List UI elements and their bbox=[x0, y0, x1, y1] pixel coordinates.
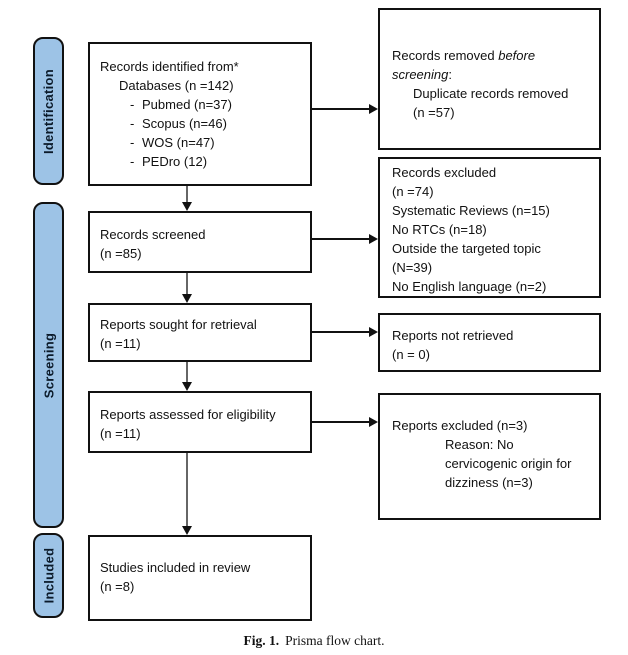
stage-included bbox=[33, 533, 64, 618]
arrow-screened-to-sought-line bbox=[186, 273, 188, 294]
box-records-identified bbox=[88, 42, 312, 186]
figure-caption bbox=[0, 633, 628, 649]
studies-included-line2: (n =8) bbox=[100, 579, 135, 594]
arrow-assessed-to-reportsexcluded-line bbox=[312, 421, 369, 423]
arrow-identified-to-removed-head bbox=[369, 104, 378, 114]
studies-included-line1: Studies included in review bbox=[100, 560, 251, 575]
records-screened-line2: (n =85) bbox=[100, 246, 142, 261]
arrow-sought-to-notretrieved-head bbox=[369, 327, 378, 337]
box-studies-included bbox=[88, 535, 312, 621]
stage-included-label: Included bbox=[41, 547, 57, 604]
box-records-excluded bbox=[378, 157, 601, 298]
dash-bullet: - bbox=[130, 154, 135, 169]
records-excluded-line: (N=39) bbox=[392, 260, 433, 275]
duplicates-removed-line: Duplicate records removed bbox=[413, 86, 569, 101]
records-excluded-line: Records excluded bbox=[392, 165, 497, 180]
figure-caption-label: Fig. 1. bbox=[243, 633, 280, 648]
records-excluded-line: No English language (n=2) bbox=[392, 279, 547, 294]
stage-screening-label: Screening bbox=[41, 332, 56, 398]
db-pedro bbox=[130, 152, 302, 171]
db-pubmed bbox=[130, 95, 302, 114]
arrow-identified-to-screened-line bbox=[186, 186, 188, 203]
arrow-assessed-to-reportsexcluded-head bbox=[369, 417, 378, 427]
arrow-screened-to-sought-head bbox=[182, 294, 192, 303]
dash-bullet: - bbox=[130, 135, 135, 150]
arrow-sought-to-notretrieved-line bbox=[312, 331, 369, 333]
db-scopus bbox=[130, 114, 302, 133]
arrow-screened-to-excluded-head bbox=[369, 234, 378, 244]
figure-caption-text: Prisma flow chart. bbox=[285, 633, 385, 648]
reports-excluded-reason-line: dizziness (n=3) bbox=[445, 475, 533, 490]
stage-identification bbox=[33, 37, 64, 185]
records-excluded-line: Outside the targeted topic bbox=[392, 241, 541, 256]
duplicates-removed-count: (n =57) bbox=[413, 105, 455, 120]
arrow-sought-to-assessed-head bbox=[182, 382, 192, 391]
box-records-removed bbox=[378, 8, 601, 150]
reports-assessed-line1: Reports assessed for eligibility bbox=[100, 407, 276, 422]
arrow-assessed-to-included-line bbox=[186, 453, 188, 526]
db-pedro-label: PEDro (12) bbox=[142, 154, 208, 169]
reports-excluded-line1: Reports excluded (n=3) bbox=[392, 418, 528, 433]
reports-excluded-reason-line: cervicogenic origin for bbox=[445, 456, 572, 471]
records-removed-line1: Records removed before bbox=[392, 48, 536, 63]
db-scopus-label: Scopus (n=46) bbox=[142, 116, 227, 131]
records-excluded-line: (n =74) bbox=[392, 184, 434, 199]
box-reports-not-retrieved bbox=[378, 313, 601, 372]
db-wos-label: WOS (n=47) bbox=[142, 135, 215, 150]
arrow-sought-to-assessed-line bbox=[186, 362, 188, 382]
reports-not-retrieved-line2: (n = 0) bbox=[392, 347, 430, 362]
arrow-assessed-to-included-head bbox=[182, 526, 192, 535]
box-reports-sought bbox=[88, 303, 312, 362]
reports-sought-line2: (n =11) bbox=[100, 336, 141, 351]
db-pubmed-label: Pubmed (n=37) bbox=[142, 97, 232, 112]
records-screened-line1: Records screened bbox=[100, 227, 206, 242]
stage-screening bbox=[33, 202, 64, 528]
reports-assessed-line2: (n =11) bbox=[100, 426, 141, 441]
reports-not-retrieved-line1: Reports not retrieved bbox=[392, 328, 514, 343]
box-reports-assessed bbox=[88, 391, 312, 453]
records-identified-line1: Records identified from* bbox=[100, 59, 239, 74]
arrow-identified-to-removed-line bbox=[312, 108, 369, 110]
reports-sought-line1: Reports sought for retrieval bbox=[100, 317, 257, 332]
dash-bullet: - bbox=[130, 116, 135, 131]
arrow-identified-to-screened-head bbox=[182, 202, 192, 211]
box-reports-excluded bbox=[378, 393, 601, 520]
reports-excluded-reason-line: Reason: No bbox=[445, 437, 514, 452]
records-excluded-line: Systematic Reviews (n=15) bbox=[392, 203, 550, 218]
records-removed-line2: screening: bbox=[392, 67, 452, 82]
dash-bullet: - bbox=[130, 97, 135, 112]
stage-identification-label: Identification bbox=[41, 68, 56, 154]
box-records-screened bbox=[88, 211, 312, 273]
records-excluded-line: No RTCs (n=18) bbox=[392, 222, 487, 237]
records-identified-line2: Databases (n =142) bbox=[119, 78, 234, 93]
db-wos bbox=[130, 133, 302, 152]
arrow-screened-to-excluded-line bbox=[312, 238, 369, 240]
